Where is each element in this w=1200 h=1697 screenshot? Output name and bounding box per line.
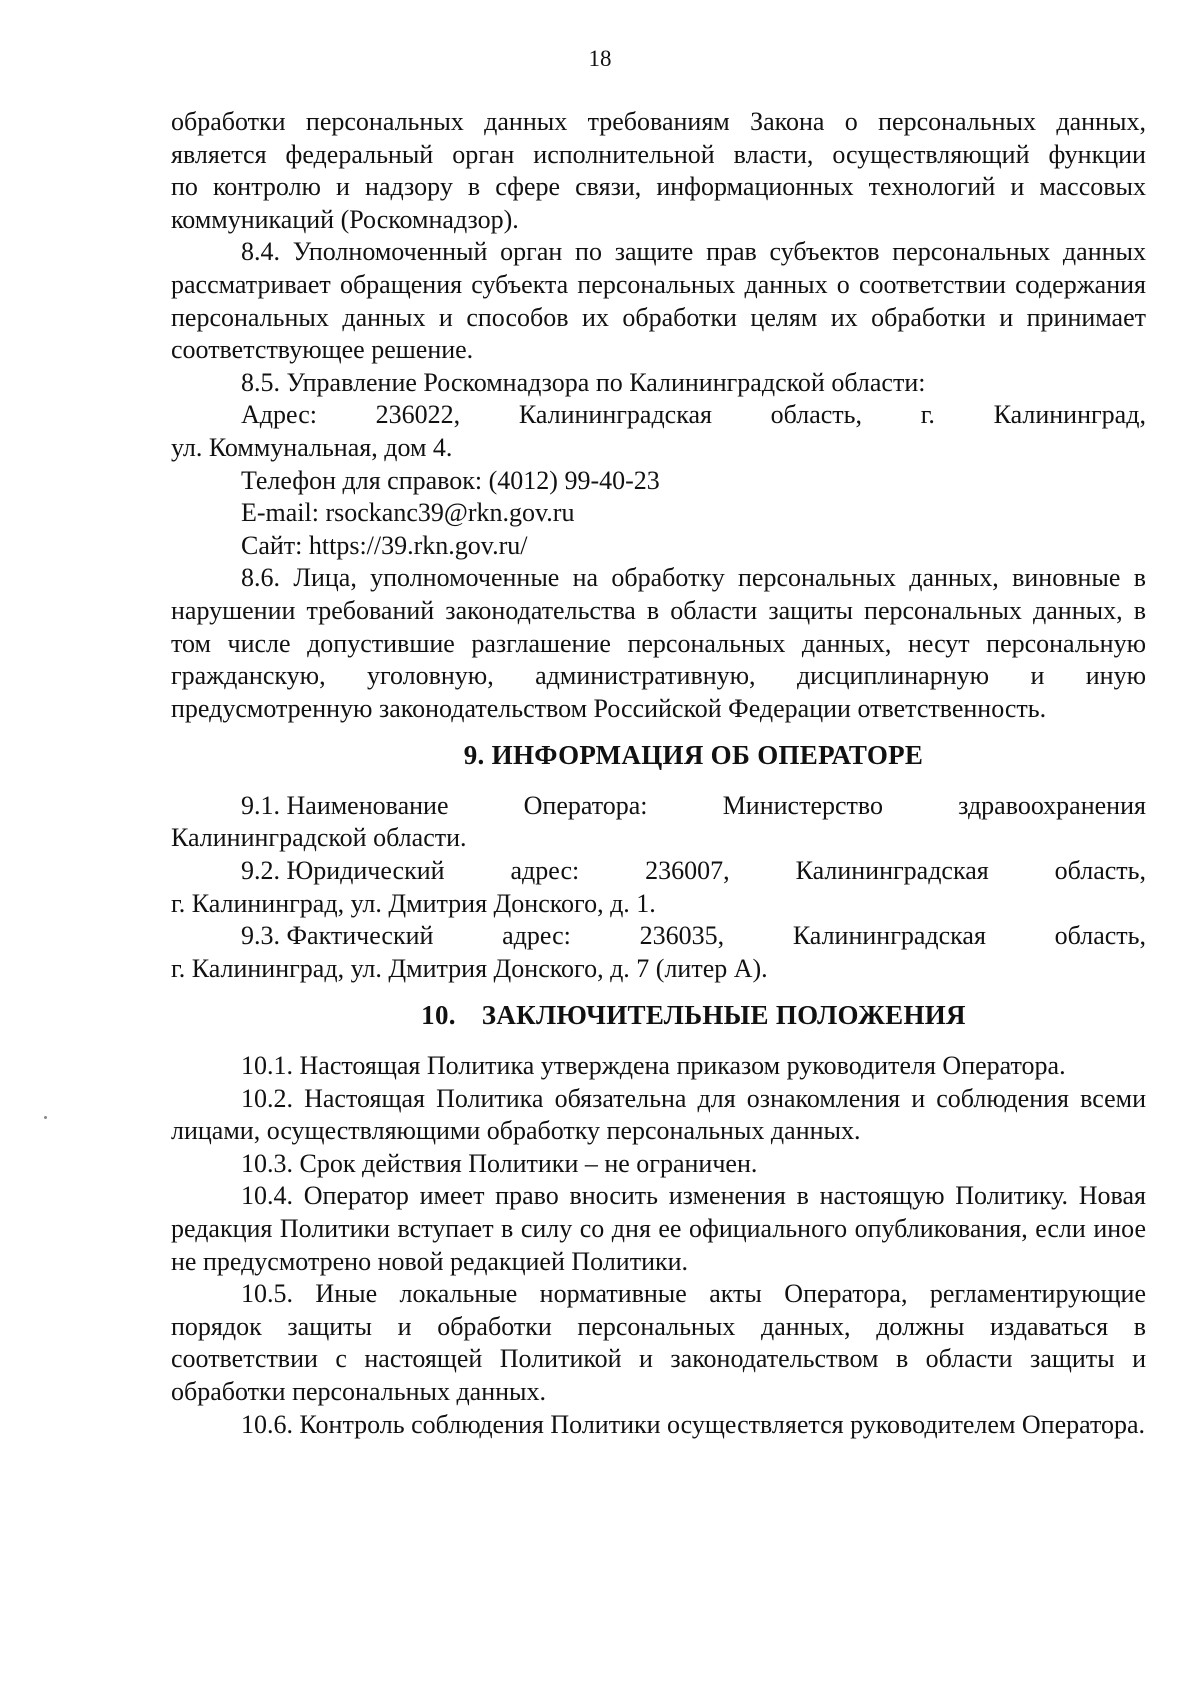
paragraph-9-3-line-1: [171, 920, 1146, 953]
intro-word: надзору: [365, 172, 453, 202]
address-line: [171, 399, 1146, 432]
address-word: г.: [920, 400, 935, 430]
intro-word: функции: [1048, 139, 1146, 169]
intro-word: орган: [452, 139, 515, 169]
intro-word: технологий: [868, 172, 996, 202]
address-line-2: ул. Коммунальная, дом 4.: [171, 432, 453, 462]
paragraph-8-6: 8.6. Лица, уполномоченные на обработку персональных данных, виновные в нарушении требований законодательства в области защиты персональных данных, в том числе допустившие разглашение персональных данных, несут персональную гражданскую, уголовную, административную, дисциплинарную и иную предусмотренную законодательством Российской Федерации ответственность.: [171, 563, 1146, 723]
paragraph-8-4: 8.4. Уполномоченный орган по защите прав субъектов персональных данных рассматривает обращения субъекта персональных данных о соответствии содержания персональных данных и способов их обработки целям их обработки и принимает соответствующее решение.: [171, 237, 1146, 365]
paragraph-9-3-line-2: г. Калининград, ул. Дмитрия Донского, д. 7 (литер А).: [171, 953, 768, 983]
intro-word: и: [336, 172, 350, 202]
address-word: 236022,: [375, 400, 461, 430]
address-word: Калининград,: [993, 400, 1146, 430]
intro-word: исполнительной: [533, 139, 715, 169]
intro-word: информационных: [656, 172, 854, 202]
site-line: Сайт: https://39.rkn.gov.ru/: [241, 530, 528, 560]
paragraph-10-2: 10.2. Настоящая Политика обязательна для ознакомления и соблюдения всеми лицами, осуществляющими обработку персональных данных.: [171, 1083, 1146, 1146]
phone-line: Телефон для справок: (4012) 99-40-23: [241, 465, 660, 495]
intro-word: власти,: [733, 139, 814, 169]
paragraph-10-1: 10.1. Настоящая Политика утверждена приказом руководителя Оператора.: [241, 1051, 1066, 1081]
paragraph-9-1-word: Оператора:: [523, 790, 648, 820]
intro-word: данных,: [1056, 107, 1146, 136]
intro-word: и: [1010, 172, 1025, 202]
intro-word: контролю: [213, 172, 321, 202]
scan-speck: [44, 1116, 47, 1119]
document-body: [171, 106, 1146, 1441]
section-10-title: ЗАКЛЮЧИТЕЛЬНЫЕ ПОЛОЖЕНИЯ: [481, 1000, 966, 1031]
intro-word: является: [171, 139, 267, 169]
paragraph-9-2-line-2: г. Калининград, ул. Дмитрия Донского, д. 1.: [171, 888, 656, 918]
paragraph-9-2-word: адрес:: [510, 856, 580, 886]
section-10-heading: [171, 999, 1146, 1032]
section-9-heading: 9. ИНФОРМАЦИЯ ОБ ОПЕРАТОРЕ: [463, 740, 924, 771]
intro-word: массовых: [1039, 172, 1146, 202]
intro-line: [171, 139, 1146, 172]
intro-word: связи,: [575, 172, 642, 202]
paragraph-9-2-line-1: [171, 855, 1146, 888]
paragraph-10-6: 10.6. Контроль соблюдения Политики осуществляется руководителем Оператора.: [241, 1409, 1146, 1439]
intro-word: федеральный: [285, 139, 434, 169]
paragraph-9-1-word: здравоохранения: [958, 790, 1146, 820]
paragraph-9-3-word: 9.3. Фактический: [241, 921, 434, 951]
intro-word: о: [844, 107, 858, 136]
section-10-number: 10.: [421, 1000, 456, 1031]
paragraph-9-3-word: область,: [1054, 921, 1146, 951]
intro-word: Закона: [750, 107, 825, 136]
paragraph-10-4: 10.4. Оператор имеет право вносить изменения в настоящую Политику. Новая редакция Политики вступает в силу со дня ее официального опубликования, если иное не предусмотрено новой редакцией Политики.: [171, 1181, 1146, 1276]
address-word: область,: [770, 400, 862, 430]
paragraph-9-3-word: адрес:: [502, 921, 571, 951]
email-line: E-mail: rsockanc39@rkn.gov.ru: [241, 498, 575, 528]
intro-word: персональных: [305, 107, 464, 136]
intro-word: требованиям: [587, 107, 730, 136]
intro-line: [171, 106, 1146, 139]
address-word: Калининградская: [518, 400, 712, 430]
paragraph-9-3-word: Калининградская: [792, 921, 986, 951]
paragraph-10-5: 10.5. Иные локальные нормативные акты Оператора, регламентирующие порядок защиты и обработки персональных данных, должны издаваться в соответствии с настоящей Политикой и законодательством в области защиты и обработки персональных данных.: [171, 1279, 1146, 1406]
paragraph-10-3: 10.3. Срок действия Политики – не ограничен.: [241, 1148, 758, 1178]
intro-line: коммуникаций (Роскомнадзор).: [171, 204, 519, 234]
intro-word: по: [171, 172, 198, 202]
intro-word: осуществляющий: [832, 139, 1030, 169]
intro-word: обработки: [171, 107, 286, 136]
intro-paragraph: [171, 106, 1146, 236]
paragraph-9-1-word: 9.1. Наименование: [241, 790, 449, 820]
intro-word: данных: [484, 107, 568, 136]
paragraph-8-5-title: 8.5. Управление Роскомнадзора по Калининградской области:: [241, 367, 926, 397]
paragraph-9-1-line-2: Калининградской области.: [171, 823, 467, 853]
intro-word: сфере: [495, 172, 561, 202]
intro-word: персональных: [878, 107, 1037, 136]
address-word: Адрес:: [241, 400, 317, 430]
paragraph-9-2-word: область,: [1054, 856, 1146, 886]
paragraph-9-1-word: Министерство: [722, 790, 883, 820]
intro-line: [171, 171, 1146, 204]
intro-word: в: [467, 172, 481, 202]
paragraph-9-2-word: Калининградская: [795, 856, 989, 886]
paragraph-9-3-word: 236035,: [639, 921, 725, 951]
page-number: 18: [588, 46, 612, 71]
paragraph-9-2-word: 236007,: [645, 856, 730, 886]
paragraph-9-2-word: 9.2. Юридический: [241, 856, 445, 886]
paragraph-9-1-line-1: [171, 790, 1146, 823]
